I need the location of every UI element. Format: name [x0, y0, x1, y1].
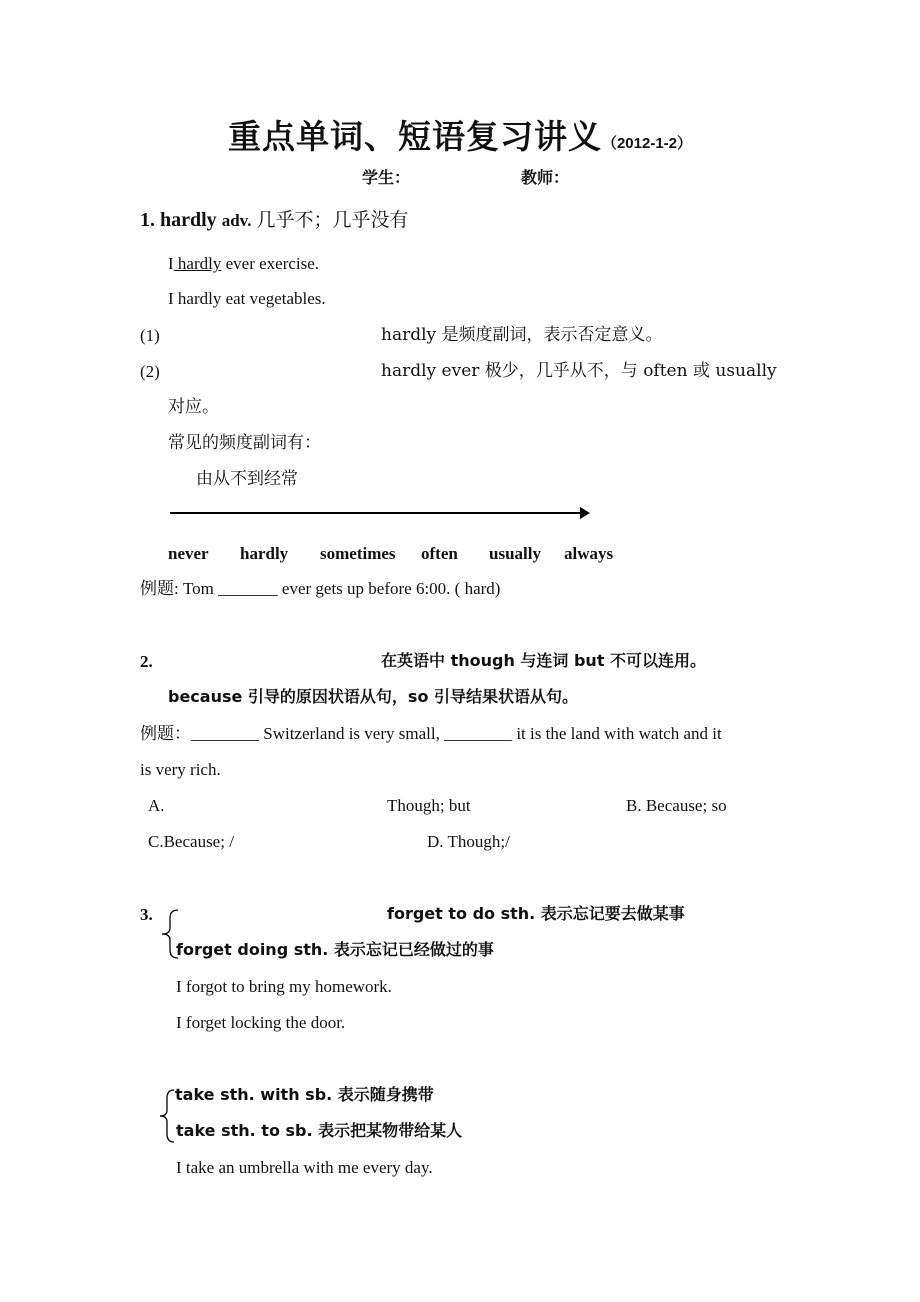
section-1-meaning: 几乎不；几乎没有	[256, 209, 409, 231]
forget-doing: forget doing sth. 表示忘记已经做过的事	[176, 940, 494, 959]
example-sentence-1	[168, 255, 319, 272]
forget-example-2: I forget locking the door.	[176, 1013, 346, 1032]
title-text: 重点单词、短语复习讲义	[227, 117, 602, 156]
forget-example-1: I forgot to bring my homework.	[176, 977, 392, 996]
student-label: 学生：	[362, 168, 411, 187]
adverb-never: never	[168, 544, 209, 563]
arrow-right-icon	[580, 507, 590, 519]
section-3-number: 3.	[140, 905, 153, 924]
answer-blank-2: ________	[444, 724, 513, 743]
title-date: （2012-1-2）	[601, 135, 693, 152]
page-title	[0, 117, 920, 156]
adverb-sometimes: sometimes	[320, 544, 396, 563]
section-2-example	[140, 725, 722, 743]
note-1-text: hardly 是频度副词，表示否定意义。	[381, 325, 663, 345]
option-a-label: A.	[148, 796, 165, 815]
section-2-rule-2: because 引导的原因状语从句，so 引导结果状语从句。	[168, 687, 579, 706]
option-c: C.Because; /	[148, 832, 234, 851]
section-2-rule-1: 在英语中 though 与连词 but 不可以连用。	[381, 651, 707, 670]
adverb-often: often	[421, 544, 458, 563]
section-1-pos: adv.	[221, 211, 252, 230]
section-2-number: 2.	[140, 652, 153, 671]
example-label: 例题：	[140, 724, 191, 744]
teacher-label: 教师：	[521, 168, 570, 187]
example-sentence-2: I hardly eat vegetables.	[168, 289, 326, 308]
note-2-text: hardly ever 极少，几乎从不，与 often 或 usually	[381, 361, 777, 381]
frequency-range-label: 由从不到经常	[196, 469, 298, 489]
take-example: I take an umbrella with me every day.	[176, 1158, 433, 1177]
example-end: it is the land with watch and it	[512, 724, 722, 743]
adverb-hardly: hardly	[240, 544, 289, 563]
note-2-continuation: 对应。	[168, 397, 219, 417]
option-d: D. Though;/	[427, 832, 510, 851]
adverb-always: always	[564, 544, 614, 563]
forget-to-do: forget to do sth. 表示忘记要去做某事	[387, 904, 685, 923]
section-1-number: 1.	[140, 209, 155, 231]
adverb-usually: usually	[489, 544, 541, 563]
note-1-label: (1)	[140, 326, 160, 345]
section-1-word: hardly	[160, 209, 217, 231]
example-1-pre: I	[168, 254, 174, 273]
section-1-example: 例题: Tom _______ ever gets up before 6:00. ( hard)	[140, 579, 501, 598]
common-adverbs-label: 常见的频度副词有：	[168, 433, 321, 453]
option-a-text: Though; but	[387, 796, 471, 815]
take-to: take sth. to sb. 表示把某物带给某人	[176, 1121, 463, 1140]
example-1-post: ever exercise.	[221, 254, 320, 273]
note-2-label: (2)	[140, 362, 160, 381]
section-1-heading	[140, 210, 408, 230]
take-with: take sth. with sb. 表示随身携带	[175, 1085, 434, 1104]
answer-blank-1: ________	[191, 724, 259, 743]
frequency-arrow-line	[170, 512, 582, 514]
section-2-example-continuation: is very rich.	[140, 760, 221, 779]
example-middle: Switzerland is very small,	[259, 724, 445, 743]
option-b: B. Because; so	[626, 796, 727, 815]
example-1-underlined: hardly	[173, 254, 222, 273]
